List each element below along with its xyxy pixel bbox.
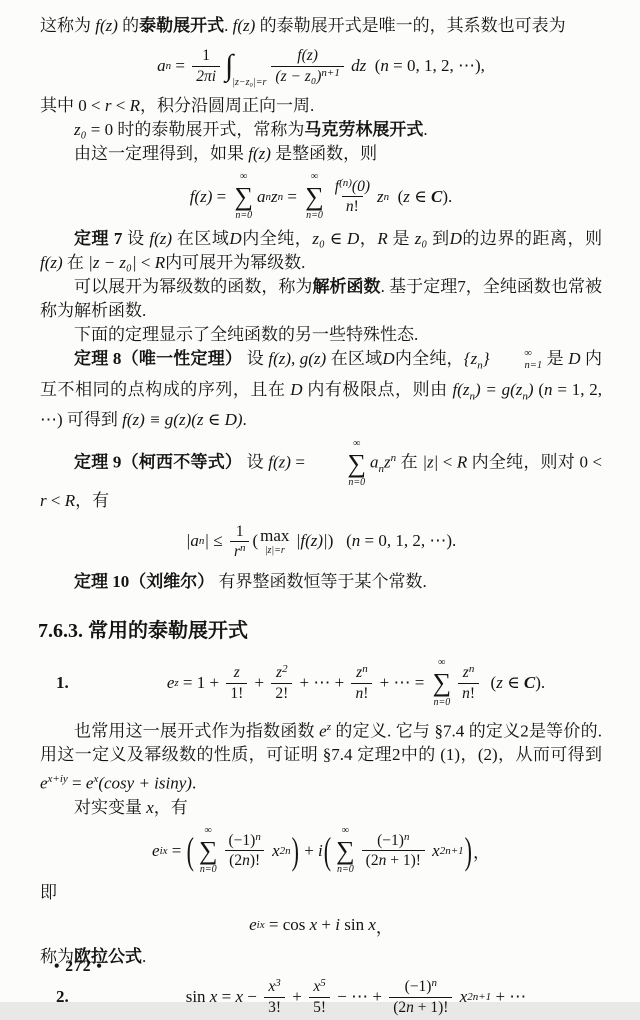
- formula-exp-series: e z = 1 + $\frac{z}{1!}$ + z 2 2! + ⋯ + z n n ! + ⋯ = ∞ ∑ n=0 z n n ! ( z ∈ C ).: [166, 657, 546, 708]
- paragraph-real-variable-lead: 对实变量 x，有: [74, 797, 188, 817]
- paragraph-maclaurin: z₀ = 0 时的泰勒展开式，常称为马克劳林展开式.: [74, 120, 428, 139]
- theorem-8-uniqueness: 定理 8（唯一性定理） 设 f(z), g(z) 在区域D内全纯，$\{z_n\}$ ∞ n=1 是 D 内互不相同的点构成的序列，且在 D 内有极限点，则由 $f(z_n) = g(z_n) (n = 1$, 2, ⋯) 可得到 f(z) ≡ g(z)(z ∈ D).: [40, 348, 603, 430]
- formula-number: 2.: [56, 987, 69, 1007]
- paragraph-special-properties-lead: 下面的定理显示了全纯函数的另一些特殊性态.: [74, 325, 419, 345]
- formula-taylor-coefficient: a n = $\frac{1}{2\pi i}$ ∫ |z−z₀|=r f(z) (z − z₀) n+1 dz ( n = 0, 1, 2, ⋯),: [157, 47, 485, 88]
- theorem-7: 定理 7 设 f(z) 在区域D内全纯，z₀ ∈ D，R 是 z₀ 到D的边界的距离，则 f(z) 在 |z − z₀| < R内可展开为幂级数.: [40, 229, 603, 273]
- paragraph-euler-formula-name: 称为欧拉公式.: [40, 947, 147, 967]
- numbered-formula-2: [40, 974, 602, 1020]
- theorem-10-liouville: 定理 10（刘维尔） 有界整函数恒等于某个常数.: [74, 572, 427, 592]
- section-heading: 7.6.3. 常用的泰勒展开式: [38, 620, 248, 643]
- paragraph-exp-definition: 也常用这一展开式作为指数函数 $e^z$ 的定义. 它与 §7.4 的定义2是等价的. 用这一定义及幂级数的性质，可证明 §7.4 定理2中的 (1)，(2)，从而可得到 $e^{x+iy} = e^x(\cos y + isiny)$.: [40, 720, 603, 793]
- theorem-9-cauchy-inequality: 定理 9（柯西不等式） 设 f(z) = ∞ ∑ n=0 $a_nz^n$ 在 |z| < R 内全纯，则对 0 < r < R，有: [40, 438, 603, 511]
- formula-sin-series: sin x = x − x 3 3! + x 5 5! − ⋯ + (−1) n (2 n + 1)! x 2n+1 + ⋯: [185, 977, 527, 1016]
- numbered-formula-1: [40, 657, 602, 708]
- paragraph-namely: 即: [40, 883, 57, 903]
- formula-cauchy-inequality: |a n | ≤ 1 r n ( max |z|=r |f(z)| ) ( n = 0, 1, 2, ⋯).: [185, 522, 457, 560]
- page-number: • 272 •: [54, 958, 103, 975]
- formula-number: 1.: [56, 673, 69, 693]
- formula-euler-expansion: e ix = ( ∞ ∑ n=0 (−1) n (2 n )! x 2n ) + i ( ∞ ∑ n=0 (−1) n (2 n + 1)! x 2n+1 ) ，: [152, 824, 490, 876]
- paragraph-analytic-function: 可以展开为幂级数的函数，称为解析函数. 基于定理7，全纯函数也常被称为解析函数.: [40, 277, 603, 321]
- formula-entire-expansion: f(z) = ∞ ∑ n=0 a n z n = ∞ ∑ n=0 f (n) (0) n ! z n ( z ∈ C ).: [189, 171, 453, 222]
- paragraph-integral-note: 其中 0 < r < R，积分沿圆周正向一周.: [40, 96, 315, 115]
- paragraph-taylor-intro: 这称为 f(z) 的泰勒展开式. f(z) 的泰勒展开式是唯一的，其系数也可表为: [40, 16, 566, 35]
- paragraph-entire-function-lead: 由这一定理得到，如果 f(z) 是整函数，则: [74, 144, 378, 163]
- formula-euler: e ix = cos x + i sin x ，: [249, 915, 393, 937]
